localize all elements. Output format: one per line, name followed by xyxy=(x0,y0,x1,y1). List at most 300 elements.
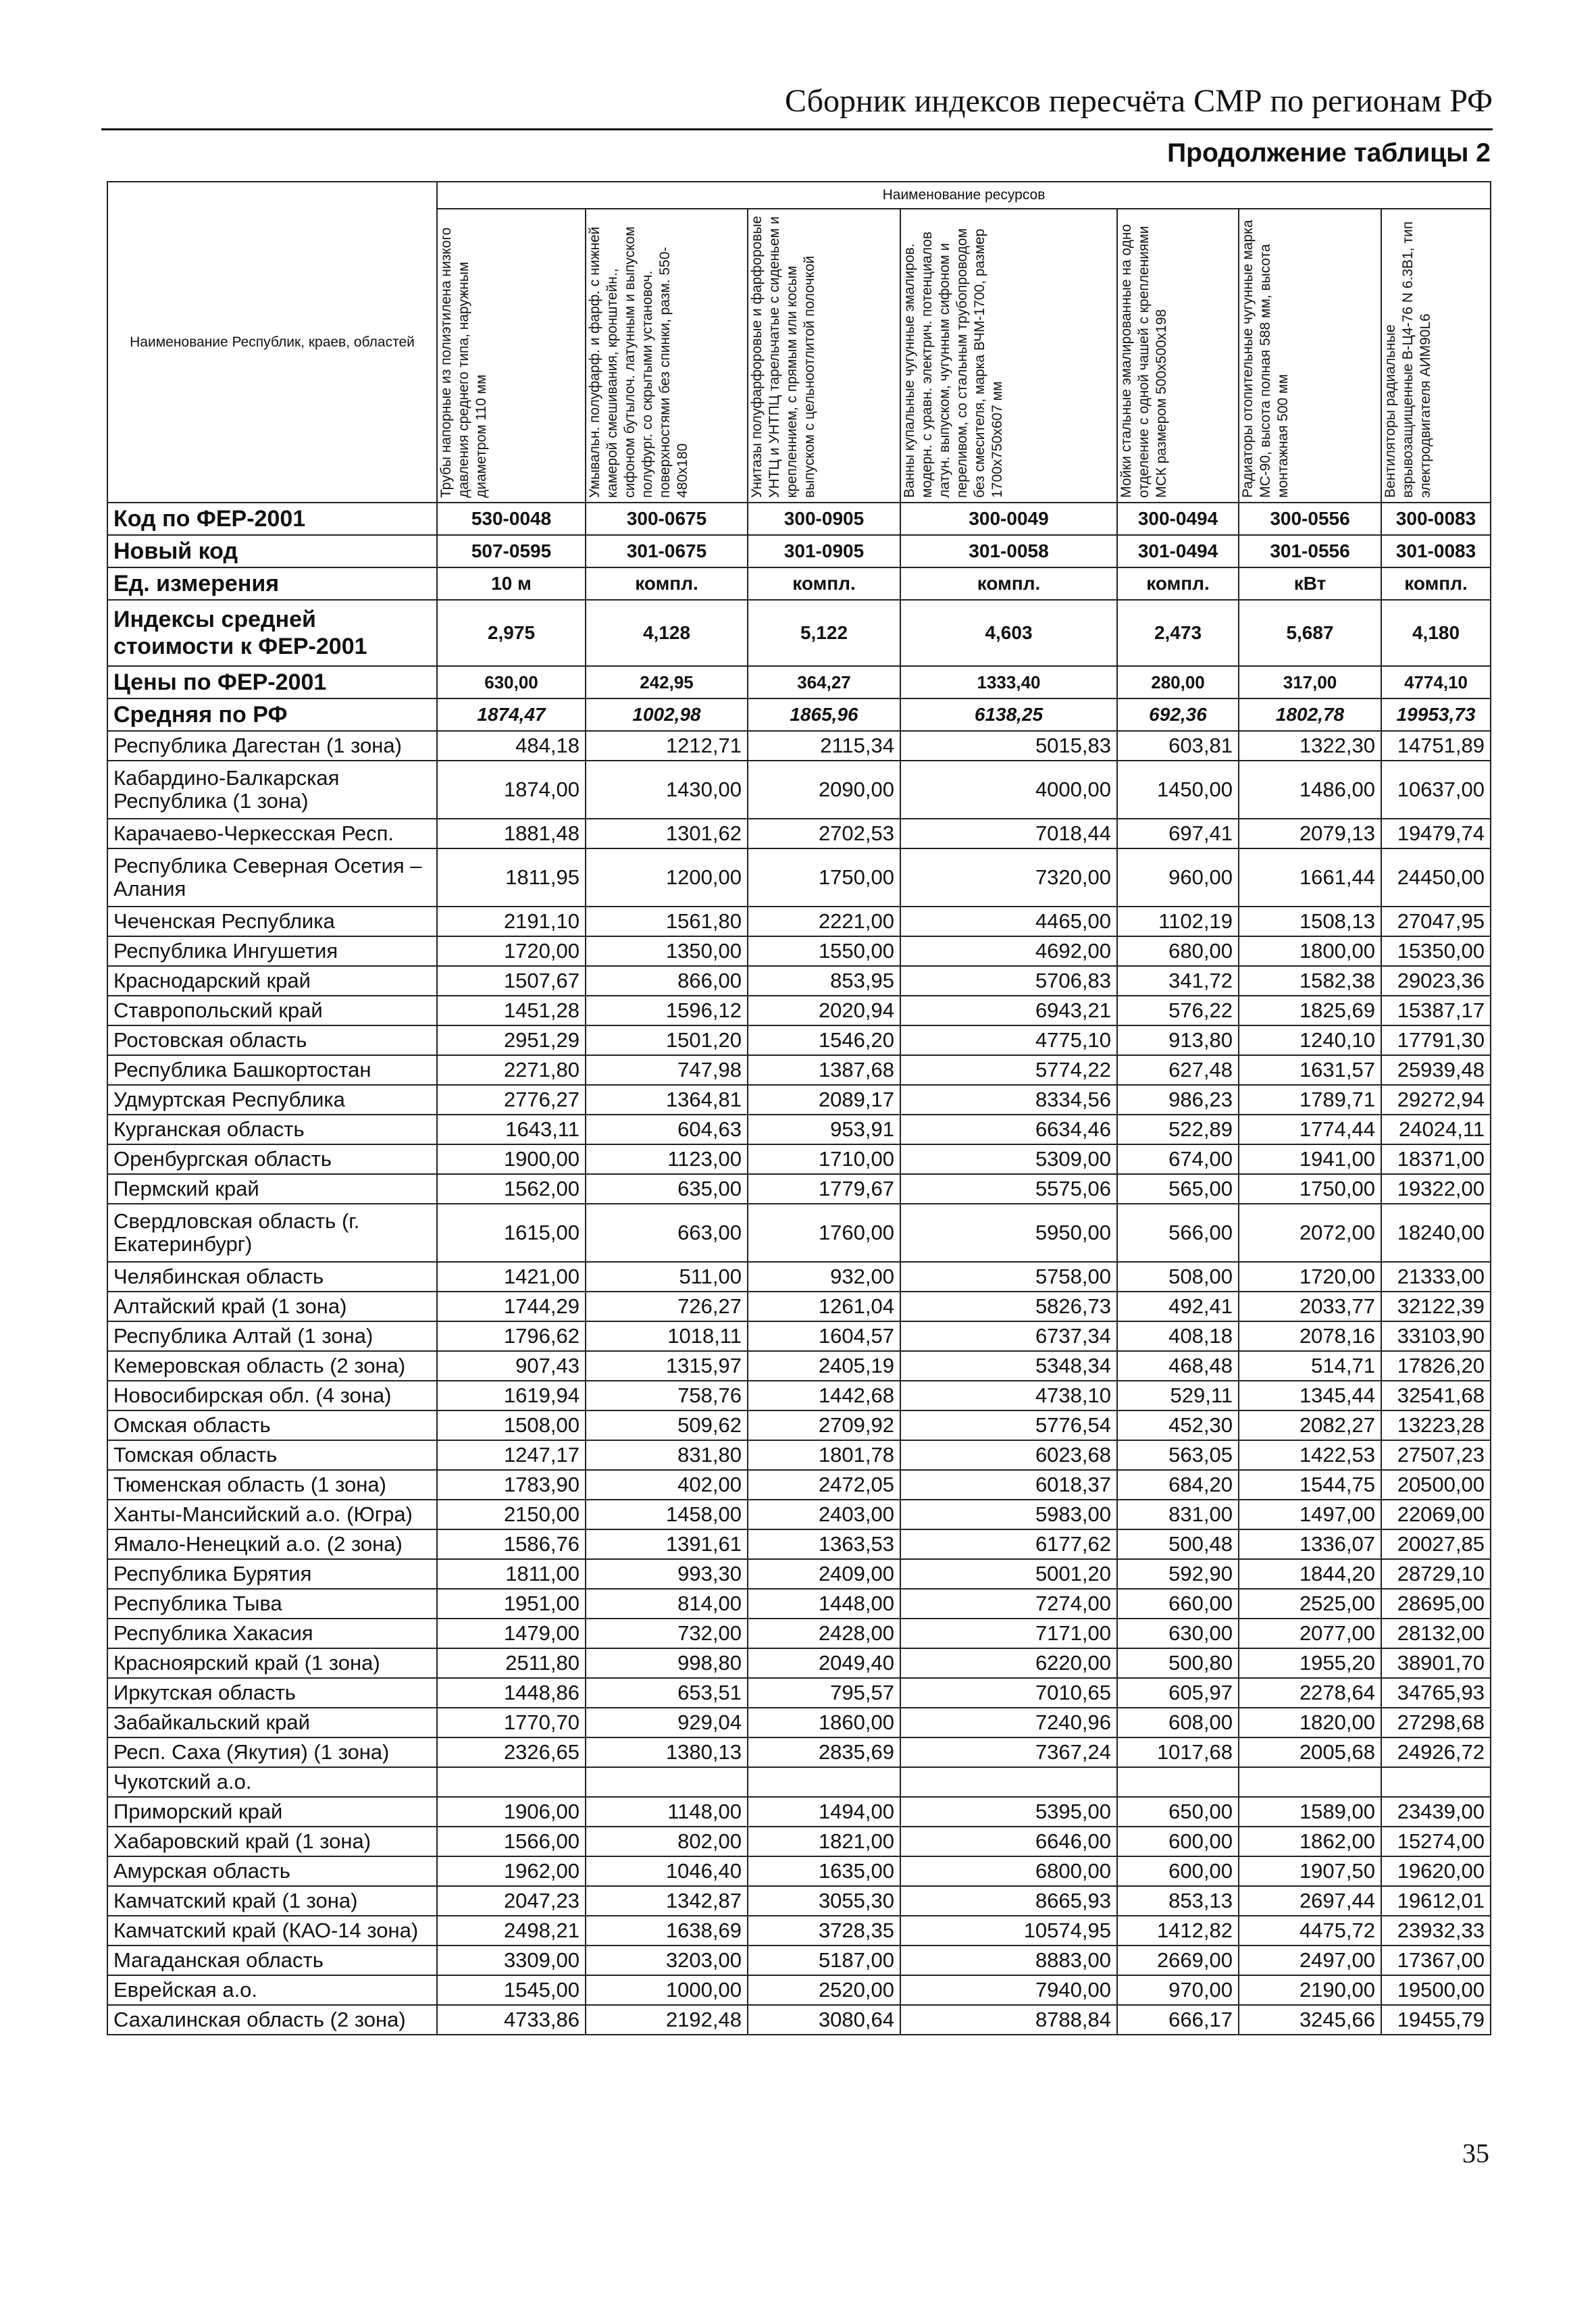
value-cell: 1501,20 xyxy=(586,1025,748,1055)
value-cell: 653,51 xyxy=(586,1678,748,1708)
value-cell: 1789,71 xyxy=(1239,1085,1381,1115)
value-cell: 29023,36 xyxy=(1381,966,1491,996)
value-cell: 5826,73 xyxy=(900,1292,1117,1321)
value-cell: 10574,95 xyxy=(900,1916,1117,1946)
meta-row xyxy=(107,698,1491,731)
value-cell: 2835,69 xyxy=(748,1737,900,1767)
resource-header-5-text: Мойки стальные эмалированные на одно отделение с одной чашей с креплениями МСК размером 500x500x198 xyxy=(1118,224,1169,498)
value-cell: 1586,76 xyxy=(437,1529,586,1559)
value-cell: 452,30 xyxy=(1117,1410,1239,1440)
value-cell: 1955,20 xyxy=(1239,1648,1381,1678)
value-cell: 10637,00 xyxy=(1381,761,1491,819)
table-row xyxy=(107,1055,1491,1085)
value-cell: 1770,70 xyxy=(437,1708,586,1737)
meta-cell: 242,95 xyxy=(586,666,748,698)
region-name: Ямало-Ненецкий а.о. (2 зона) xyxy=(107,1529,437,1559)
resource-header-2 xyxy=(586,209,748,503)
value-cell: 1148,00 xyxy=(586,1797,748,1827)
value-cell: 28695,00 xyxy=(1381,1589,1491,1619)
value-cell: 929,04 xyxy=(586,1708,748,1737)
value-cell: 19455,79 xyxy=(1381,2005,1491,2035)
value-cell: 8788,84 xyxy=(900,2005,1117,2035)
region-name: Приморский край xyxy=(107,1797,437,1827)
value-cell: 7320,00 xyxy=(900,848,1117,907)
meta-cell: 301-0058 xyxy=(900,535,1117,567)
value-cell: 8334,56 xyxy=(900,1085,1117,1115)
value-cell xyxy=(586,1767,748,1797)
value-cell: 1582,38 xyxy=(1239,966,1381,996)
page-number: 35 xyxy=(1462,2138,1489,2168)
table-row xyxy=(107,1886,1491,1916)
value-cell: 1615,00 xyxy=(437,1204,586,1262)
value-cell: 1240,10 xyxy=(1239,1025,1381,1055)
value-cell: 1448,86 xyxy=(437,1678,586,1708)
value-cell: 27047,95 xyxy=(1381,907,1491,936)
value-cell: 508,00 xyxy=(1117,1262,1239,1292)
meta-cell: 1002,98 xyxy=(586,698,748,731)
meta-cell: 1874,47 xyxy=(437,698,586,731)
value-cell: 1380,13 xyxy=(586,1737,748,1767)
resource-header-7 xyxy=(1381,209,1491,503)
value-cell: 17826,20 xyxy=(1381,1351,1491,1381)
region-name: Республика Алтай (1 зона) xyxy=(107,1321,437,1351)
value-cell: 2520,00 xyxy=(748,1975,900,2005)
meta-cell: компл. xyxy=(748,567,900,600)
table-row xyxy=(107,1648,1491,1678)
value-cell: 19500,00 xyxy=(1381,1975,1491,2005)
value-cell: 1363,53 xyxy=(748,1529,900,1559)
value-cell: 1315,97 xyxy=(586,1351,748,1381)
table-row xyxy=(107,1144,1491,1174)
value-cell: 1844,20 xyxy=(1239,1559,1381,1589)
value-cell: 2221,00 xyxy=(748,907,900,936)
value-cell: 28132,00 xyxy=(1381,1619,1491,1648)
value-cell: 2191,10 xyxy=(437,907,586,936)
value-cell: 1247,17 xyxy=(437,1440,586,1470)
value-cell: 4475,72 xyxy=(1239,1916,1381,1946)
value-cell: 5575,06 xyxy=(900,1174,1117,1204)
meta-row-label: Ед. измерения xyxy=(107,567,437,600)
value-cell: 608,00 xyxy=(1117,1708,1239,1737)
value-cell: 1801,78 xyxy=(748,1440,900,1470)
region-name: Иркутская область xyxy=(107,1678,437,1708)
value-cell: 1387,68 xyxy=(748,1055,900,1085)
meta-row-label: Код по ФЕР-2001 xyxy=(107,503,437,535)
continuation-title: Продолжение таблицы 2 xyxy=(1167,138,1491,168)
resource-header-3-text: Унитазы полуфарфоровые и фарфоровые УНТЦ и УНТПЦ тарельчатые с сиденьем и крепленнием, с прямым или косым выпуском с цельноотлитой полочкой xyxy=(749,215,817,498)
value-cell: 2115,34 xyxy=(748,731,900,761)
value-cell: 7010,65 xyxy=(900,1678,1117,1708)
region-name: Кабардино-Балкарская Республика (1 зона) xyxy=(107,761,437,819)
resource-header-3 xyxy=(748,209,900,503)
region-name: Оренбургская область xyxy=(107,1144,437,1174)
value-cell: 1430,00 xyxy=(586,761,748,819)
value-cell: 1619,94 xyxy=(437,1381,586,1410)
region-name: Кемеровская область (2 зона) xyxy=(107,1351,437,1381)
running-title: Сборник индексов пересчёта СМР по регионам РФ xyxy=(785,83,1493,119)
running-header xyxy=(101,80,1493,130)
value-cell: 1881,48 xyxy=(437,819,586,848)
meta-cell: 4774,10 xyxy=(1381,666,1491,698)
value-cell: 2697,44 xyxy=(1239,1886,1381,1916)
table-row xyxy=(107,1797,1491,1827)
meta-cell: компл. xyxy=(900,567,1117,600)
meta-cell: 301-0494 xyxy=(1117,535,1239,567)
region-name: Республика Бурятия xyxy=(107,1559,437,1589)
value-cell: 24926,72 xyxy=(1381,1737,1491,1767)
meta-cell: 692,36 xyxy=(1117,698,1239,731)
value-cell: 1123,00 xyxy=(586,1144,748,1174)
resource-header-5 xyxy=(1117,209,1239,503)
value-cell: 17367,00 xyxy=(1381,1946,1491,1975)
table-row xyxy=(107,2005,1491,2035)
value-cell xyxy=(437,1767,586,1797)
meta-cell: 301-0905 xyxy=(748,535,900,567)
value-cell: 4692,00 xyxy=(900,936,1117,966)
value-cell: 2709,92 xyxy=(748,1410,900,1440)
value-cell: 1364,81 xyxy=(586,1085,748,1115)
table-row xyxy=(107,996,1491,1025)
region-name: Удмуртская Республика xyxy=(107,1085,437,1115)
value-cell: 1508,13 xyxy=(1239,907,1381,936)
value-cell: 3728,35 xyxy=(748,1916,900,1946)
value-cell: 1102,19 xyxy=(1117,907,1239,936)
meta-cell: 280,00 xyxy=(1117,666,1239,698)
value-cell: 23932,33 xyxy=(1381,1916,1491,1946)
meta-row xyxy=(107,567,1491,600)
value-cell: 1907,50 xyxy=(1239,1856,1381,1886)
value-cell: 1507,67 xyxy=(437,966,586,996)
value-cell: 1783,90 xyxy=(437,1470,586,1500)
value-cell: 565,00 xyxy=(1117,1174,1239,1204)
value-cell: 7018,44 xyxy=(900,819,1117,848)
value-cell: 998,80 xyxy=(586,1648,748,1678)
table-row xyxy=(107,966,1491,996)
meta-cell: 300-0083 xyxy=(1381,503,1491,535)
value-cell: 697,41 xyxy=(1117,819,1239,848)
value-cell: 1494,00 xyxy=(748,1797,900,1827)
value-cell: 28729,10 xyxy=(1381,1559,1491,1589)
region-name: Респ. Саха (Якутия) (1 зона) xyxy=(107,1737,437,1767)
value-cell: 7240,96 xyxy=(900,1708,1117,1737)
value-cell: 2525,00 xyxy=(1239,1589,1381,1619)
value-cell: 1821,00 xyxy=(748,1827,900,1856)
region-name: Курганская область xyxy=(107,1115,437,1144)
value-cell: 5758,00 xyxy=(900,1262,1117,1292)
value-cell: 726,27 xyxy=(586,1292,748,1321)
value-cell: 907,43 xyxy=(437,1351,586,1381)
meta-cell: 301-0083 xyxy=(1381,535,1491,567)
meta-cell: 19953,73 xyxy=(1381,698,1491,731)
value-cell: 18371,00 xyxy=(1381,1144,1491,1174)
meta-cell: 2,975 xyxy=(437,600,586,666)
value-cell xyxy=(1239,1767,1381,1797)
value-cell: 953,91 xyxy=(748,1115,900,1144)
value-cell: 17791,30 xyxy=(1381,1025,1491,1055)
region-name: Чукотский а.о. xyxy=(107,1767,437,1797)
value-cell: 1589,00 xyxy=(1239,1797,1381,1827)
value-cell: 1631,57 xyxy=(1239,1055,1381,1085)
value-cell: 38901,70 xyxy=(1381,1648,1491,1678)
meta-cell: 4,180 xyxy=(1381,600,1491,666)
meta-cell: 301-0556 xyxy=(1239,535,1381,567)
meta-cell: 300-0494 xyxy=(1117,503,1239,535)
table-row xyxy=(107,1115,1491,1144)
meta-cell: 300-0556 xyxy=(1239,503,1381,535)
meta-cell: 530-0048 xyxy=(437,503,586,535)
value-cell: 8665,93 xyxy=(900,1886,1117,1916)
table-row xyxy=(107,1619,1491,1648)
region-name: Камчатский край (1 зона) xyxy=(107,1886,437,1916)
table-row xyxy=(107,1410,1491,1440)
value-cell: 33103,90 xyxy=(1381,1321,1491,1351)
table-row xyxy=(107,1351,1491,1381)
meta-cell: 4,128 xyxy=(586,600,748,666)
value-cell: 5774,22 xyxy=(900,1055,1117,1085)
value-cell: 2403,00 xyxy=(748,1500,900,1529)
value-cell: 2033,77 xyxy=(1239,1292,1381,1321)
meta-row-label: Средняя по РФ xyxy=(107,698,437,731)
value-cell: 1643,11 xyxy=(437,1115,586,1144)
value-cell: 970,00 xyxy=(1117,1975,1239,2005)
value-cell: 19479,74 xyxy=(1381,819,1491,848)
region-name: Красноярский край (1 зона) xyxy=(107,1648,437,1678)
value-cell: 1800,00 xyxy=(1239,936,1381,966)
value-cell: 1710,00 xyxy=(748,1144,900,1174)
value-cell: 993,30 xyxy=(586,1559,748,1589)
value-cell: 758,76 xyxy=(586,1381,748,1410)
value-cell: 2150,00 xyxy=(437,1500,586,1529)
value-cell: 6737,34 xyxy=(900,1321,1117,1351)
value-cell: 1544,75 xyxy=(1239,1470,1381,1500)
table-row xyxy=(107,1529,1491,1559)
meta-cell: 317,00 xyxy=(1239,666,1381,698)
value-cell: 341,72 xyxy=(1117,966,1239,996)
value-cell: 627,48 xyxy=(1117,1055,1239,1085)
meta-cell: 2,473 xyxy=(1117,600,1239,666)
value-cell: 795,57 xyxy=(748,1678,900,1708)
value-cell: 1450,00 xyxy=(1117,761,1239,819)
table-row xyxy=(107,731,1491,761)
value-cell: 2428,00 xyxy=(748,1619,900,1648)
value-cell: 1261,04 xyxy=(748,1292,900,1321)
value-cell: 1391,61 xyxy=(586,1529,748,1559)
table-row xyxy=(107,1737,1491,1767)
value-cell: 1442,68 xyxy=(748,1381,900,1410)
meta-cell: 1802,78 xyxy=(1239,698,1381,731)
meta-cell: 507-0595 xyxy=(437,535,586,567)
value-cell: 1825,69 xyxy=(1239,996,1381,1025)
table-row xyxy=(107,1827,1491,1856)
value-cell: 1796,62 xyxy=(437,1321,586,1351)
resource-header-4 xyxy=(900,209,1117,503)
region-column-header: Наименование Республик, краев, областей xyxy=(107,182,437,503)
value-cell: 492,41 xyxy=(1117,1292,1239,1321)
value-cell: 1018,11 xyxy=(586,1321,748,1351)
value-cell: 1604,57 xyxy=(748,1321,900,1351)
table-row xyxy=(107,761,1491,819)
value-cell: 21333,00 xyxy=(1381,1262,1491,1292)
value-cell: 1720,00 xyxy=(437,936,586,966)
region-name: Ханты-Мансийский а.о. (Югра) xyxy=(107,1500,437,1529)
value-cell: 1546,20 xyxy=(748,1025,900,1055)
value-cell: 1750,00 xyxy=(1239,1174,1381,1204)
resource-header-1-text: Трубы напорные из полиэтилена низкого давления среднего типа, наружным диаметром 110 мм xyxy=(438,227,489,498)
value-cell: 600,00 xyxy=(1117,1827,1239,1856)
value-cell: 2072,00 xyxy=(1239,1204,1381,1262)
table-row xyxy=(107,1204,1491,1262)
region-name: Новосибирская обл. (4 зона) xyxy=(107,1381,437,1410)
value-cell: 1760,00 xyxy=(748,1204,900,1262)
value-cell: 1596,12 xyxy=(586,996,748,1025)
value-cell: 2020,94 xyxy=(748,996,900,1025)
table-row xyxy=(107,1975,1491,2005)
value-cell: 814,00 xyxy=(586,1589,748,1619)
region-name: Сахалинская область (2 зона) xyxy=(107,2005,437,2035)
resource-header-2-text: Умывальн. полуфарф. и фарф. с нижней камерой смешивания, кронштейн., сифоном бутылоч. латунным и выпуском полуфург. со скрытыми установоч. поверхностями без спинки, разм. 550-480х180 xyxy=(587,226,690,498)
value-cell: 5187,00 xyxy=(748,1946,900,1975)
value-cell: 6220,00 xyxy=(900,1648,1117,1678)
value-cell: 2497,00 xyxy=(1239,1946,1381,1975)
table-row xyxy=(107,1678,1491,1708)
value-cell: 14751,89 xyxy=(1381,731,1491,761)
value-cell: 1906,00 xyxy=(437,1797,586,1827)
value-cell: 1422,53 xyxy=(1239,1440,1381,1470)
value-cell: 1486,00 xyxy=(1239,761,1381,819)
table-row xyxy=(107,1767,1491,1797)
value-cell: 4000,00 xyxy=(900,761,1117,819)
value-cell: 732,00 xyxy=(586,1619,748,1648)
table-row xyxy=(107,907,1491,936)
value-cell: 6943,21 xyxy=(900,996,1117,1025)
table-row xyxy=(107,1292,1491,1321)
value-cell: 1661,44 xyxy=(1239,848,1381,907)
value-cell: 7940,00 xyxy=(900,1975,1117,2005)
value-cell xyxy=(900,1767,1117,1797)
value-cell: 802,00 xyxy=(586,1827,748,1856)
value-cell: 24024,11 xyxy=(1381,1115,1491,1144)
value-cell: 3080,64 xyxy=(748,2005,900,2035)
value-cell: 5015,83 xyxy=(900,731,1117,761)
meta-cell: 300-0675 xyxy=(586,503,748,535)
table-row xyxy=(107,1440,1491,1470)
resource-header-1 xyxy=(437,209,586,503)
value-cell: 6018,37 xyxy=(900,1470,1117,1500)
value-cell: 2326,65 xyxy=(437,1737,586,1767)
meta-cell: 1333,40 xyxy=(900,666,1117,698)
table-row xyxy=(107,1174,1491,1204)
value-cell: 15350,00 xyxy=(1381,936,1491,966)
value-cell: 1479,00 xyxy=(437,1619,586,1648)
region-name: Ставропольский край xyxy=(107,996,437,1025)
value-cell: 32541,68 xyxy=(1381,1381,1491,1410)
value-cell: 22069,00 xyxy=(1381,1500,1491,1529)
meta-row-label: Новый код xyxy=(107,535,437,567)
value-cell: 5001,20 xyxy=(900,1559,1117,1589)
value-cell: 6177,62 xyxy=(900,1529,1117,1559)
region-name: Свердловская область (г. Екатеринбург) xyxy=(107,1204,437,1262)
table-row xyxy=(107,1856,1491,1886)
meta-cell: 10 м xyxy=(437,567,586,600)
value-cell: 1497,00 xyxy=(1239,1500,1381,1529)
value-cell: 522,89 xyxy=(1117,1115,1239,1144)
value-cell: 2078,16 xyxy=(1239,1321,1381,1351)
table-row xyxy=(107,848,1491,907)
table-row xyxy=(107,1589,1491,1619)
value-cell: 2776,27 xyxy=(437,1085,586,1115)
meta-cell: 300-0905 xyxy=(748,503,900,535)
value-cell: 19612,01 xyxy=(1381,1886,1491,1916)
value-cell: 2669,00 xyxy=(1117,1946,1239,1975)
resource-header-6-text: Радиаторы отопительные чугунные марка МС-90, высота полная 588 мм, высота монтажная 500 мм xyxy=(1240,220,1291,498)
value-cell: 484,18 xyxy=(437,731,586,761)
value-cell: 1342,87 xyxy=(586,1886,748,1916)
region-name: Чеченская Республика xyxy=(107,907,437,936)
value-cell: 1635,00 xyxy=(748,1856,900,1886)
resources-group-header: Наименование ресурсов xyxy=(437,182,1491,209)
table-row xyxy=(107,1381,1491,1410)
value-cell: 674,00 xyxy=(1117,1144,1239,1174)
value-cell: 1811,95 xyxy=(437,848,586,907)
value-cell: 1774,44 xyxy=(1239,1115,1381,1144)
value-cell xyxy=(748,1767,900,1797)
value-cell: 2090,00 xyxy=(748,761,900,819)
value-cell: 2409,00 xyxy=(748,1559,900,1589)
value-cell: 6634,46 xyxy=(900,1115,1117,1144)
region-name: Челябинская область xyxy=(107,1262,437,1292)
value-cell: 563,05 xyxy=(1117,1440,1239,1470)
region-name: Краснодарский край xyxy=(107,966,437,996)
value-cell: 468,48 xyxy=(1117,1351,1239,1381)
value-cell: 1820,00 xyxy=(1239,1708,1381,1737)
value-cell: 2951,29 xyxy=(437,1025,586,1055)
value-cell: 15274,00 xyxy=(1381,1827,1491,1856)
meta-cell: 5,122 xyxy=(748,600,900,666)
value-cell: 1350,00 xyxy=(586,936,748,966)
value-cell: 2498,21 xyxy=(437,1916,586,1946)
value-cell xyxy=(1381,1767,1491,1797)
value-cell: 19620,00 xyxy=(1381,1856,1491,1886)
value-cell: 3203,00 xyxy=(586,1946,748,1975)
value-cell: 592,90 xyxy=(1117,1559,1239,1589)
value-cell: 1720,00 xyxy=(1239,1262,1381,1292)
value-cell: 6023,68 xyxy=(900,1440,1117,1470)
value-cell: 27507,23 xyxy=(1381,1440,1491,1470)
table-row xyxy=(107,1559,1491,1589)
meta-cell: 6138,25 xyxy=(900,698,1117,731)
meta-row xyxy=(107,666,1491,698)
value-cell: 8883,00 xyxy=(900,1946,1117,1975)
meta-row xyxy=(107,503,1491,535)
value-cell: 1212,71 xyxy=(586,731,748,761)
value-cell: 680,00 xyxy=(1117,936,1239,966)
value-cell: 866,00 xyxy=(586,966,748,996)
value-cell: 32122,39 xyxy=(1381,1292,1491,1321)
value-cell: 605,97 xyxy=(1117,1678,1239,1708)
region-name: Республика Хакасия xyxy=(107,1619,437,1648)
table-row xyxy=(107,1946,1491,1975)
value-cell: 1874,00 xyxy=(437,761,586,819)
value-cell: 2271,80 xyxy=(437,1055,586,1085)
region-name: Томская область xyxy=(107,1440,437,1470)
resource-header-7-text: Вентиляторы радиальные взрывозащищенные В-Ц4-76 N 6.3В1, тип электродвигателя АИМ90L6 xyxy=(1383,221,1433,498)
value-cell: 13223,28 xyxy=(1381,1410,1491,1440)
value-cell: 2472,05 xyxy=(748,1470,900,1500)
table-row xyxy=(107,819,1491,848)
value-cell: 511,00 xyxy=(586,1262,748,1292)
value-cell: 4738,10 xyxy=(900,1381,1117,1410)
value-cell: 4775,10 xyxy=(900,1025,1117,1055)
